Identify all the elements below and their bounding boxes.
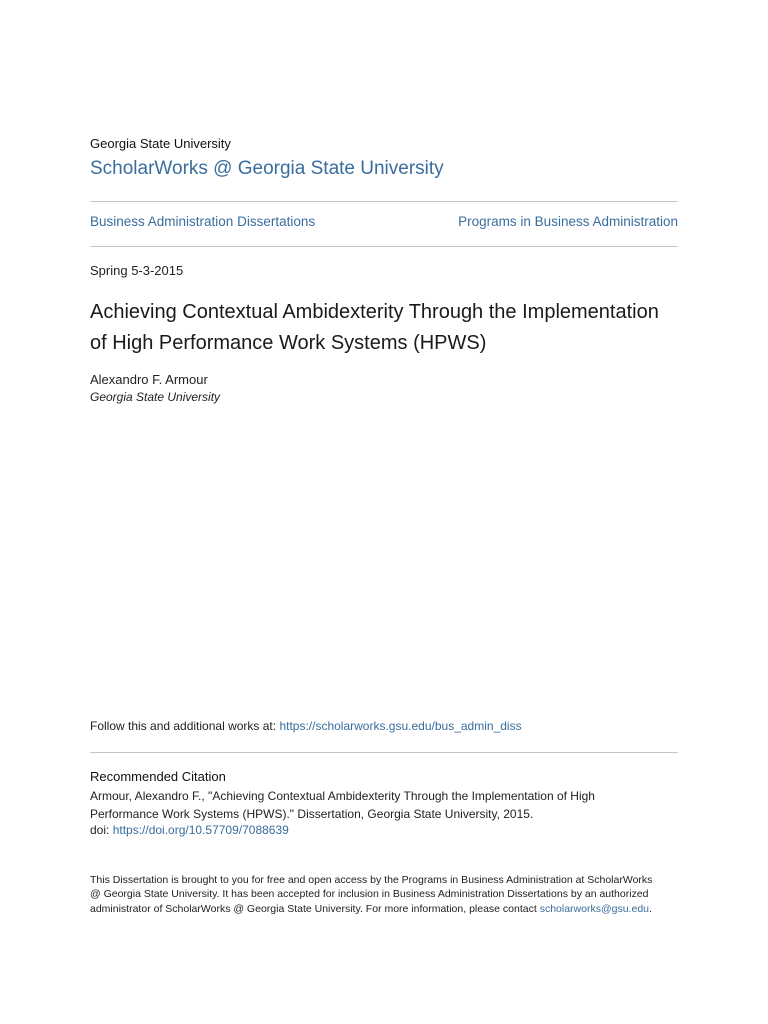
- author-name: Alexandro F. Armour: [90, 372, 208, 387]
- document-title: Achieving Contextual Ambidexterity Through the Implementation of High Performance Work Systems (HPWS): [90, 301, 659, 354]
- citation-text: Armour, Alexandro F., "Achieving Contextual Ambidexterity Through the Implementation of High Performance Work Systems (HPWS)." Dissertation, Georgia State University, 2015.: [90, 789, 595, 821]
- author-affiliation: Georgia State University: [90, 390, 221, 404]
- follow-label: Follow this and additional works at:: [90, 719, 280, 733]
- doi-link[interactable]: https://doi.org/10.57709/7088639: [112, 823, 289, 837]
- publication-date: Spring 5-3-2015: [90, 263, 184, 278]
- access-notice-end: .: [649, 902, 652, 915]
- access-notice: [90, 873, 660, 916]
- follow-line: [90, 719, 522, 733]
- doi-label: doi:: [90, 823, 113, 837]
- contact-email-link[interactable]: scholarworks@gsu.edu: [539, 902, 649, 915]
- repository-link[interactable]: ScholarWorks @ Georgia State University: [90, 158, 444, 179]
- cover-page: [90, 0, 678, 1024]
- divider-collections: [90, 246, 678, 247]
- doi-line: [90, 823, 289, 837]
- collection-link-dissertations[interactable]: Business Administration Dissertations: [90, 214, 316, 229]
- access-notice-text: This Dissertation is brought to you for free and open access by the Programs in Business Administration at ScholarWorks @ Georgia State University. It has been accepted for inclusion in Business Administration Dissertations by an authorized administrator of ScholarWorks @ Georgia State University. For more information, please contact: [90, 874, 653, 915]
- collection-row: [90, 214, 678, 229]
- divider-top: [90, 201, 678, 202]
- follow-url-link[interactable]: https://scholarworks.gsu.edu/bus_admin_diss: [279, 719, 522, 733]
- divider-citation: [90, 752, 678, 753]
- citation-heading: Recommended Citation: [90, 769, 226, 784]
- institution-name: Georgia State University: [90, 136, 231, 151]
- collection-link-programs[interactable]: Programs in Business Administration: [458, 214, 678, 229]
